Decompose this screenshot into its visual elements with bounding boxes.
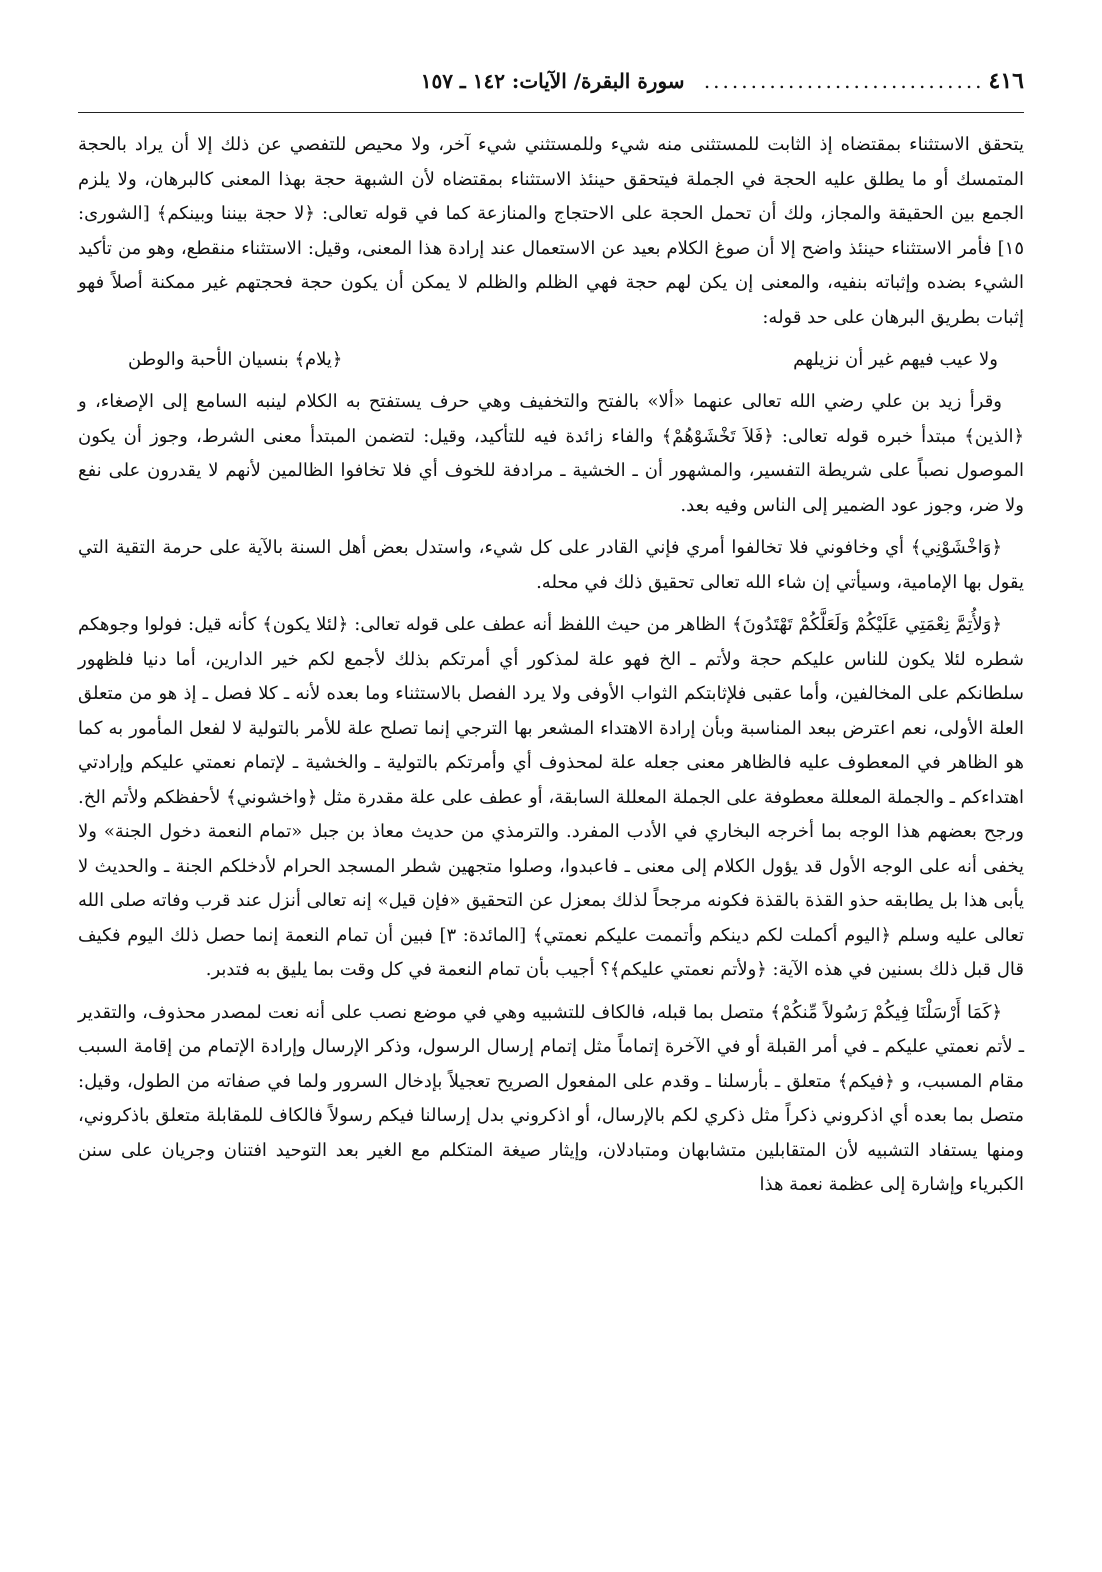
- document-page: [78, 0, 1024, 1572]
- verse-hemistich-left: ﴿يلام﴾ بنسيان الأحبة والوطن: [128, 349, 343, 370]
- verse-hemistich-right: ولا عيب فيهم غير أن نزيلهم: [793, 349, 998, 370]
- paragraph: ﴿وَاخْشَوْنِي﴾ أي وخافوني فلا تخالفوا أمري فإني القادر على كل شيء، واستدل بعض أهل السنة بالآية على حرمة التقية التي يقول بها الإمامية، وسيأتي إن شاء الله تعالى تحقيق ذلك في محله.: [78, 537, 1024, 593]
- leader-dots: ..............................: [703, 69, 985, 93]
- paragraph: ﴿وَلأُتِمَّ نِعْمَتِي عَلَيْكُمْ وَلَعَلَّكُمْ تَهْتَدُونَ﴾ الظاهر من حيث اللفظ أنه عطف على قوله تعالى: ﴿لئلا يكون﴾ كأنه قيل: فولوا وجوهكم شطره لئلا يكون للناس عليكم حجة ولأتم ـ الخ فهو علة لمذكور أي أمرتكم بذلك لأجمع لكم خير الدارين، أما دنيا فلظهور سلطانكم على المخالفين، وأما عقبى فلإثابتكم الثواب الأوفى ولا يرد الفصل بالاستثناء وما بعده لأنه ـ كلا فصل ـ إذ هو من متعلق العلة الأولى، نعم اعترض ببعد المناسبة وبأن إرادة الاهتداء المشعر بها الترجي إنما تصلح علة للأمر بالتولية لا لفعل المأمور به كما هو الظاهر في المعطوف عليه فالظاهر معنى جعله علة لمحذوف أي وأمرتكم بالتولية ـ والخشية ـ لإتمام نعمتي عليكم وإرادتي اهتداءكم ـ والجملة المعللة معطوفة على الجملة المعللة السابقة، أو عطف على علة مقدرة مثل ﴿واخشوني﴾ لأحفظكم ولأتم الخ. ورجح بعضهم هذا الوجه بما أخرجه البخاري في الأدب المفرد. والترمذي من حديث معاذ بن جبل «تمام النعمة دخول الجنة» ولا يخفى أنه على الوجه الأول قد يؤول الكلام إلى معنى ـ فاعبدوا، وصلوا متجهين شطر المسجد الحرام لأدخلكم الجنة ـ والحديث لا يأبى هذا بل يطابقه حذو القذة بالقذة فكونه مرجحاً لذلك بمعزل عن التحقيق «فإن قيل» إنه تعالى أنزل عند قرب وفاته صلى الله تعالى عليه وسلم ﴿اليوم أكملت لكم دينكم وأتممت عليكم نعمتي﴾ [المائدة: ٣] فبين أن تمام النعمة إنما حصل ذلك اليوم فكيف قال قبل ذلك بسنين في هذه الآية: ﴿ولأتم نعمتي عليكم﴾؟ أجيب بأن تمام النعمة في كل وقت بما يليق به فتدبر.: [78, 614, 1024, 980]
- page-body: [78, 128, 1024, 1211]
- poetry-verse: [128, 343, 998, 377]
- header-rule: [78, 112, 1024, 113]
- paragraph: وقرأ زيد بن علي رضي الله تعالى عنهما «ألا» بالفتح والتخفيف وهي حرف يستفتح به الكلام لينبه السامع إلى الإصغاء، و ﴿الذين﴾ مبتدأ خبره قوله تعالى: ﴿فَلاَ تَخْشَوْهُمْ﴾ والفاء زائدة فيه للتأكيد، وقيل: لتضمن المبتدأ معنى الشرط، وجوز أن يكون الموصول نصباً على شريطة التفسير، والمشهور أن ـ الخشية ـ مرادفة للخوف أي فلا تخافوا الظالمين لأنهم لا يقدرون على نفع ولا ضر، وجوز عود الضمير إلى الناس وفيه بعد.: [78, 391, 1024, 516]
- paragraph: ﴿كَمَا أَرْسَلْنَا فِيكُمْ رَسُولاً مِّنكُمْ﴾ متصل بما قبله، فالكاف للتشبيه وهي في موضع نصب على أنه نعت لمصدر محذوف، والتقدير ـ لأتم نعمتي عليكم ـ في أمر القبلة أو في الآخرة إتماماً مثل إتمام إرسال الرسول، وذكر الإرسال وإرادة الإتمام من إقامة السبب مقام المسبب، و ﴿فيكم﴾ متعلق ـ بأرسلنا ـ وقدم على المفعول الصريح تعجيلاً بإدخال السرور ولما في صفاته من الطول، وقيل: متصل بما بعده أي اذكروني ذكراً مثل ذكري لكم بالإرسال، أو اذكروني بدل إرسالنا فيكم رسولاً فالكاف للمقابلة متعلق باذكروني، ومنها يستفاد التشبيه لأن المتقابلين متشابهان ومتبادلان، وإيثار صيغة المتكلم مع الغير بعد التوحيد افتنان وجريان على سنن الكبرياء وإشارة إلى عظمة نعمة هذا: [78, 1001, 1024, 1195]
- page-header: [78, 68, 1024, 108]
- running-title: سورة البقرة/ الآيات: ١٤٢ ـ ١٥٧: [420, 69, 685, 93]
- paragraph: يتحقق الاستثناء بمقتضاه إذ الثابت للمستثنى منه شيء وللمستثني شيء آخر، ولا محيص للتفصي عن ذلك إلا أن يراد بالحجة المتمسك أو ما يطلق عليه الحجة في الجملة فيتحقق حينئذ الاستثناء بمقتضاه لأن الشبهة حجة بهذا المعنى كالبرهان، ولا يلزم الجمع بين الحقيقة والمجاز، ولك أن تحمل الحجة على الاحتجاج والمنازعة كما في قوله تعالى: ﴿لا حجة بيننا وبينكم﴾ [الشورى: ١٥] فأمر الاستثناء حينئذ واضح إلا أن صوغ الكلام بعيد عن الاستعمال عند إرادة هذا المعنى، وقيل: الاستثناء منقطع، وهو من تأكيد الشيء بضده وإثباته بنفيه، والمعنى إن يكن لهم حجة فهي الظلم والظلم لا يمكن أن يكون حجة فحجتهم غير ممكنة أصلاً فهو إثبات بطريق البرهان على حد قوله:: [78, 134, 1025, 328]
- page-number: ٤١٦: [988, 68, 1024, 94]
